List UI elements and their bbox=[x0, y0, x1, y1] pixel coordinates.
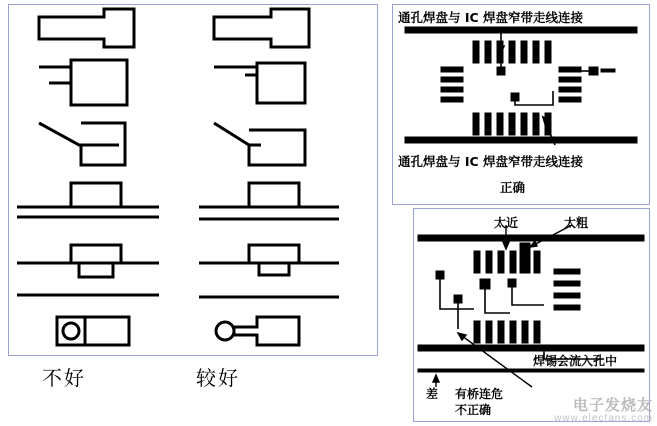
row6-bad-shape bbox=[57, 317, 129, 345]
pads-right bbox=[554, 269, 580, 310]
row6-good-shape bbox=[216, 317, 299, 345]
row5-bad-shape bbox=[17, 245, 159, 295]
left-panel-label-bad: 不好 bbox=[42, 366, 86, 390]
ic-pads-top bbox=[473, 41, 551, 63]
row2-bad-shape bbox=[39, 60, 127, 105]
left-comparison-panel bbox=[8, 4, 378, 356]
label-bad: 差 bbox=[426, 387, 439, 401]
pads-bottom-row bbox=[474, 321, 540, 343]
row4-bad-shape bbox=[17, 183, 159, 217]
right-top-drawing bbox=[393, 5, 649, 204]
watermark bbox=[554, 397, 653, 425]
ic-pads-right bbox=[559, 67, 581, 102]
vias-left bbox=[436, 271, 516, 303]
watermark-url: www.elecfans.com bbox=[554, 413, 653, 424]
row1-good-shape bbox=[214, 9, 309, 47]
right-bottom-drawing bbox=[414, 209, 649, 421]
label-too-close: 太近 bbox=[494, 216, 519, 230]
label-solder-flow: 焊锡会流入孔中 bbox=[533, 354, 618, 368]
row4-good-shape bbox=[199, 183, 339, 219]
watermark-main-text: 电子发烧友 bbox=[572, 395, 653, 414]
row1-bad-shape bbox=[39, 9, 134, 47]
label-bridge-risk: 有桥连危 bbox=[455, 387, 504, 401]
right-bottom-panel bbox=[413, 208, 650, 422]
right-top-panel bbox=[392, 4, 650, 205]
ic-pads-bottom bbox=[473, 113, 551, 135]
right-top-caption-bottom: 通孔焊盘与 IC 焊盘窄带走线连接 bbox=[398, 154, 584, 169]
left-panel-label-good: 较好 bbox=[196, 366, 240, 390]
row3-bad-shape bbox=[39, 123, 125, 165]
right-top-verdict: 正确 bbox=[500, 180, 526, 195]
row3-good-shape bbox=[214, 123, 305, 165]
too-thick-trace bbox=[520, 243, 530, 273]
right-bottom-verdict: 不正确 bbox=[455, 403, 492, 417]
row5-good-shape bbox=[199, 245, 339, 297]
right-top-caption-top: 通孔焊盘与 IC 焊盘窄带走线连接 bbox=[398, 10, 584, 25]
row2-good-shape bbox=[214, 63, 305, 103]
left-panel-drawing bbox=[9, 5, 377, 355]
ic-pads-left bbox=[441, 67, 463, 102]
label-too-thick: 太粗 bbox=[564, 216, 589, 230]
